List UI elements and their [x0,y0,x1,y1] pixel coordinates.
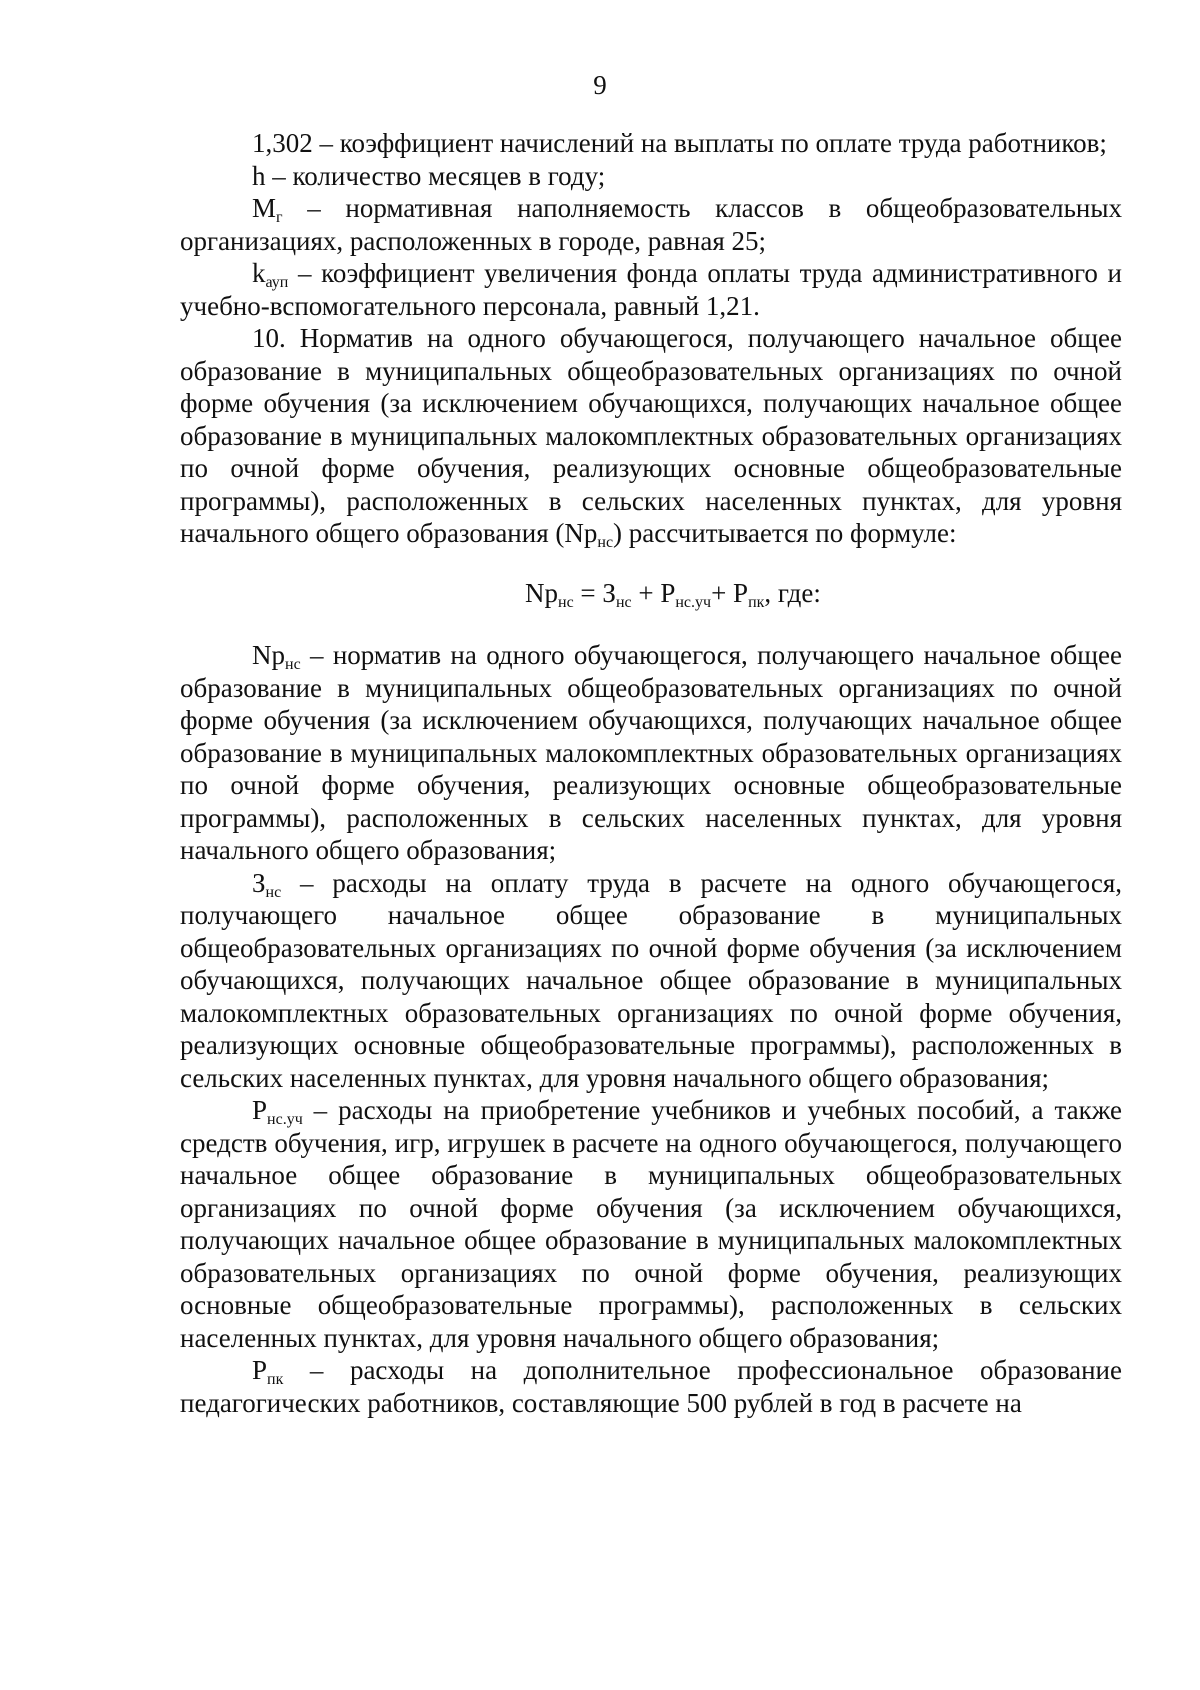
definition-z [180,867,1122,1095]
paragraph-text: – коэффициент увеличения фонда оплаты труда административного и учебно-вспомогательного персонала, равный 1,21. [180,258,1122,321]
formula [180,577,1122,610]
formula-r-uch: + P [631,577,676,608]
definition-text: – норматив на одного обучающегося, получающего начальное общее образование в муниципальных общеобразовательных организациях по очной форме обучения (за исключением обучающихся, получающих начальное общее образование в муниципальных малокомплектных образовательных организациях по очной форме обучения, реализующих основные общеобразовательные программы), расположенных в сельских населенных пунктах, для уровня начального общего образования; [180,640,1122,865]
paragraph-k-aup [180,257,1122,322]
variable-r-pk [252,1355,284,1388]
formula-subscript: нс [558,593,574,611]
variable-np [252,640,301,673]
formula-subscript: нс [615,593,632,611]
definition-text: – расходы на дополнительное профессиональное образование педагогических работников, составляющие 500 рублей в год в расчете на [180,1355,1122,1418]
variable-h: h [252,160,266,191]
formula-np: Np [525,577,558,608]
formula-tail: , где: [764,577,821,608]
variable-symbol: М [252,193,277,223]
variable-subscript: нс [265,883,282,901]
variable-symbol: P [252,1355,268,1385]
definition-text: – расходы на оплату труда в расчете на одного обучающегося, получающего начальное общее образование в муниципальных общеобразовательных организациях по очной форме обучения (за исключением обучающихся, получающих начальное общее образование в муниципальных малокомплектных образовательных организациях по очной форме обучения, реализующих основные общеобразовательные программы), расположенных в сельских населенных пунктах, для уровня начального общего образования; [180,867,1122,1093]
formula-subscript: нс.уч [675,593,712,611]
variable-subscript: нс [597,534,614,551]
paragraph-h [180,160,1122,193]
variable-symbol: k [252,258,266,288]
variable-subscript: г [276,209,283,226]
paragraph-10 [180,322,1122,550]
variable-symbol: Np [252,640,285,670]
formula-subscript: пк [748,593,765,611]
variable-subscript: нс [285,656,301,673]
number-1302: 1,302 [252,128,313,158]
paragraph-m-g [180,192,1122,257]
paragraph-text: ) рассчитывается по формуле: [613,518,957,548]
variable-symbol: P [252,1095,268,1125]
variable-subscript: пк [267,1371,284,1388]
variable-symbol: З [252,867,266,898]
variable-subscript: нс.уч [267,1111,303,1128]
paragraph-coefficient-1302 [180,127,1122,160]
paragraph-text: 10. Норматив на одного обучающегося, получающего начальное общее образование в муниципальных общеобразовательных организациях по очной форме обучения (за исключением обучающихся, получающих начальное общее образование в муниципальных малокомплектных образовательных организациях по очной форме обучения, реализующих основные общеобразовательные программы), расположенных в сельских населенных пунктах, для уровня начального общего образования (Np [180,323,1122,548]
variable-k-aup [252,258,289,291]
variable-z [252,867,282,901]
paragraph-text: – количество месяцев в году; [265,160,606,191]
definition-r-uch [180,1094,1122,1354]
paragraph-text: – коэффициент начислений на выплаты по оплате труда работников; [312,128,1107,158]
definition-text: – расходы на приобретение учебников и учебных пособий, а также средств обучения, игр, игрушек в расчете на одного обучающегося, получающего начальное общее образование в муниципальных общеобразовательных организациях по очной форме обучения (за исключением обучающихся, получающих начальное общее образование в муниципальных малокомплектных образовательных организациях по очной форме обучения, реализующих основные общеобразовательные программы), расположенных в сельских населенных пунктах, для уровня начального общего образования; [180,1095,1122,1353]
formula-z: = З [573,577,616,608]
variable-r-uch [252,1095,303,1128]
page-number: 9 [593,70,607,100]
variable-m-g [252,193,283,226]
document-body [180,127,1122,1419]
variable-subscript: ауп [265,274,289,291]
paragraph-text: – нормативная наполняемость классов в общеобразовательных организациях, расположенных в городе, равная 25; [180,193,1122,256]
definition-np [180,639,1122,867]
formula-r-pk: + P [711,577,749,608]
definition-r-pk [180,1354,1122,1419]
